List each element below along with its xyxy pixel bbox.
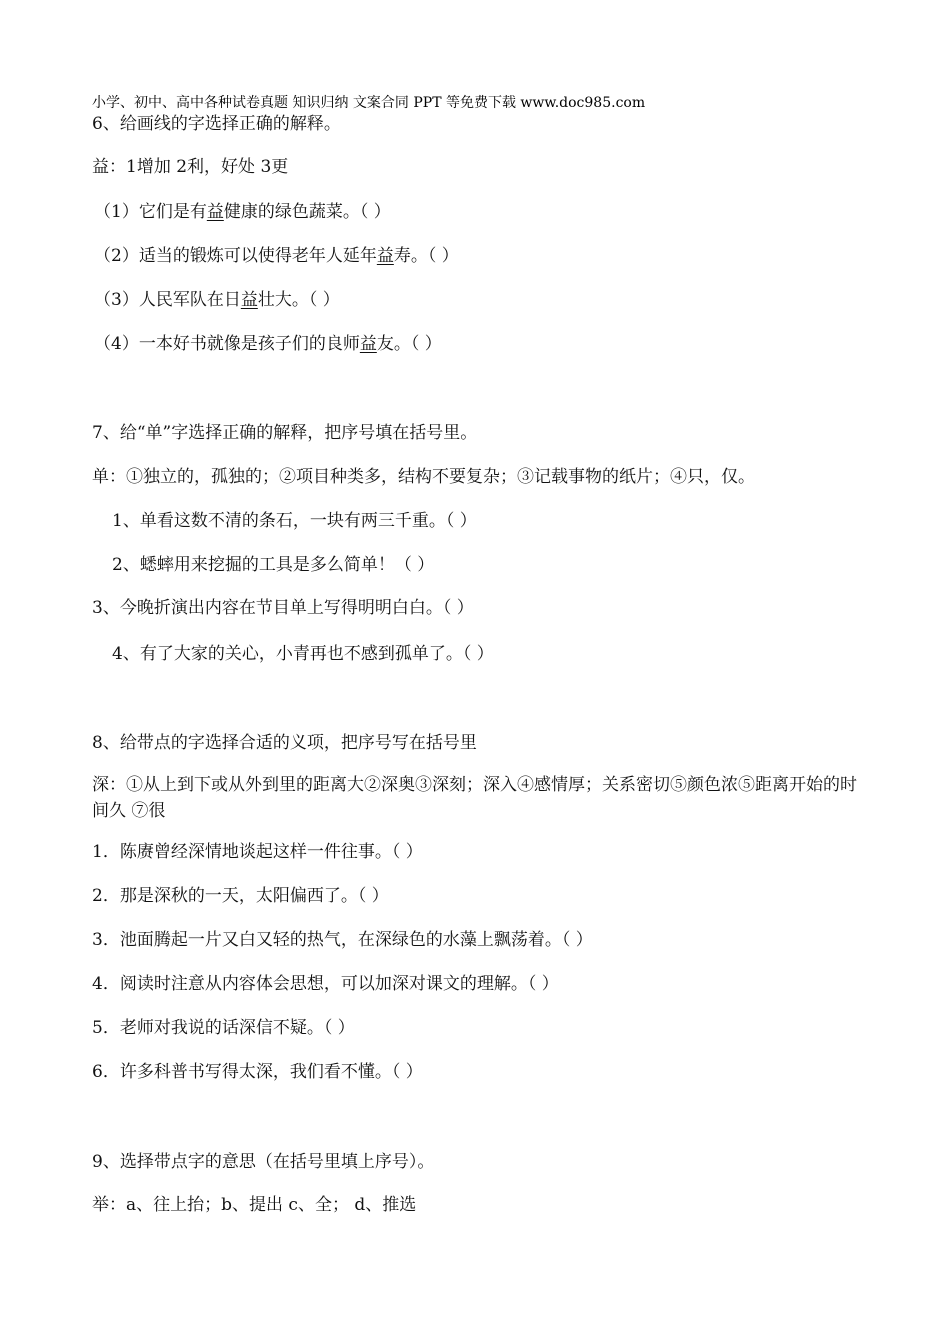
q6-item-3: （3）人民军队在日益壮大。（ ） [94,290,340,310]
underlined-char: 益 [206,202,224,222]
q7-item-1: 1、单看这数不清的条石，一块有两三千重。（ ） [112,511,477,531]
q7-item-2: 2、蟋蟀用来挖掘的工具是多么简单！（ ） [112,555,435,575]
underlined-char: 益 [359,334,377,354]
q7-item-3: 3、今晚折演出内容在节目单上写得明明白白。（ ） [92,598,474,618]
q6-item-1: （1）它们是有益健康的绿色蔬菜。（ ） [94,202,391,222]
site-header: 小学、初中、高中各种试卷真题 知识归纳 文案合同 PPT 等免费下载 www.doc985.com [92,95,646,111]
q8-item-5: 5．老师对我说的话深信不疑。（ ） [92,1018,355,1038]
underlined-char: 益 [376,246,394,266]
q7-definition: 单：①独立的，孤独的；②项目种类多，结构不要复杂；③记载事物的纸片；④只，仅。 [92,467,755,487]
q6-title: 6、给画线的字选择正确的解释。 [92,114,341,134]
q8-item-1: 1．陈赓曾经深情地谈起这样一件往事。（ ） [92,842,423,862]
q8-item-3: 3．池面腾起一片又白又轻的热气，在深绿色的水藻上飘荡着。（ ） [92,930,593,950]
q7-title: 7、给“单”字选择正确的解释，把序号填在括号里。 [92,423,478,443]
underlined-char: 益 [240,290,258,310]
q8-title: 8、给带点的字选择合适的义项，把序号写在括号里 [92,733,477,753]
q8-item-4: 4．阅读时注意从内容体会思想，可以加深对课文的理解。（ ） [92,974,559,994]
q7-item-4: 4、有了大家的关心，小青再也不感到孤单了。（ ） [112,644,494,664]
q6-item-2: （2）适当的锻炼可以使得老年人延年益寿。（ ） [94,246,459,266]
q9-title: 9、选择带点字的意思（在括号里填上序号）。 [92,1152,435,1172]
q6-item-4: （4）一本好书就像是孩子们的良师益友。（ ） [94,334,442,354]
q6-definition: 益：1增加 2利，好处 3更 [92,157,289,177]
q8-item-2: 2．那是深秋的一天，太阳偏西了。（ ） [92,886,389,906]
q8-item-6: 6．许多科普书写得太深，我们看不懂。（ ） [92,1062,423,1082]
q8-definition: 深：①从上到下或从外到里的距离大②深奥③深刻；深入④感情厚；关系密切⑤颜色浓⑤距离开始的时间久 ⑦很 [92,775,857,821]
q9-definition: 举：a、往上抬；b、提出 c、全； d、推选 [92,1195,417,1215]
